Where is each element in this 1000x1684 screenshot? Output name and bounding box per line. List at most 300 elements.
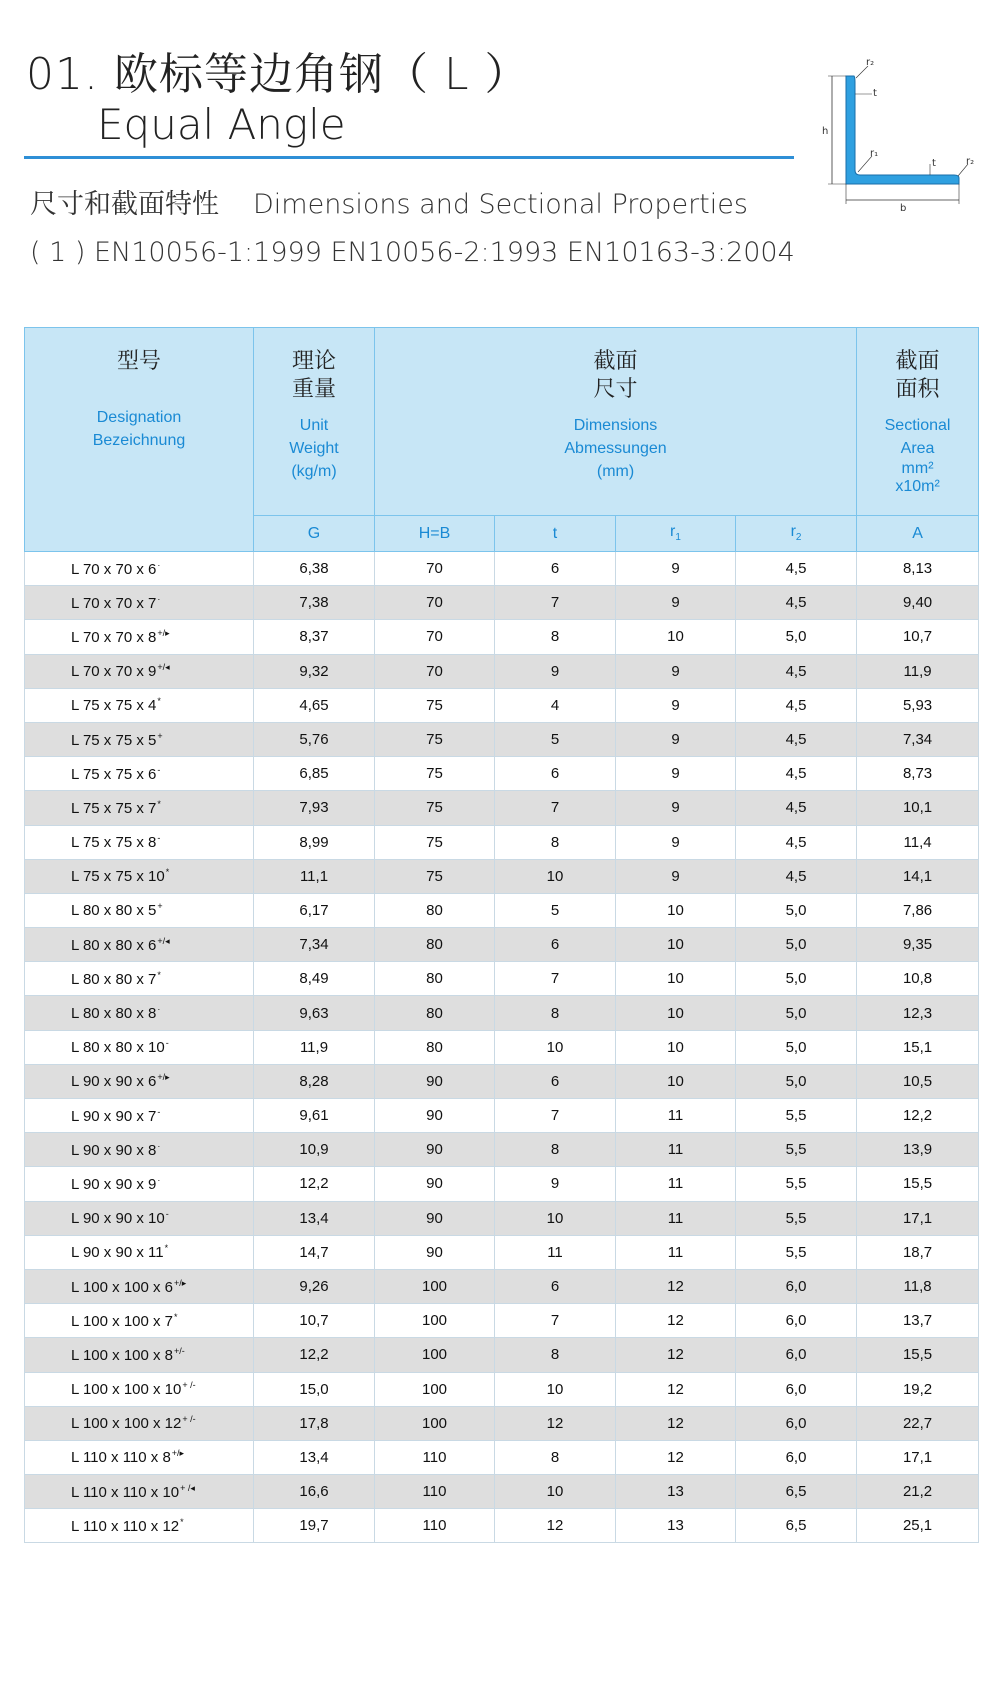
table-row [25, 962, 979, 996]
cell-weight: 13,4 [254, 1201, 375, 1235]
area-header-en4: x10m² [895, 478, 940, 495]
cell-area: 25,1 [857, 1509, 979, 1543]
cell-hb: 80 [375, 996, 495, 1030]
cell-designation [25, 1099, 254, 1133]
cell-t: 6 [495, 928, 616, 962]
designation-text: L 75 x 75 x 10 [71, 868, 165, 886]
table-row [25, 1269, 979, 1303]
cell-r2: 4,5 [736, 586, 857, 620]
cell-r2: 5,0 [736, 620, 857, 654]
area-header-en2: Area [900, 440, 935, 457]
cell-r1: 12 [616, 1440, 736, 1474]
cell-r1: 13 [616, 1475, 736, 1509]
dimensions-header-zh1: 截面 [593, 349, 638, 374]
symbol-r2-base: r [790, 523, 796, 541]
cell-t: 8 [495, 996, 616, 1030]
cell-area: 13,7 [857, 1304, 979, 1338]
weight-header-en2: Weight [289, 440, 339, 457]
cell-weight: 11,9 [254, 1030, 375, 1064]
cell-designation [25, 1509, 254, 1543]
cell-hb: 100 [375, 1304, 495, 1338]
page-title-en: Equal Angle [97, 100, 346, 149]
cell-r1: 10 [616, 928, 736, 962]
table-row [25, 825, 979, 859]
cell-hb: 75 [375, 722, 495, 756]
designation-mark: + /◂ [180, 1482, 195, 1493]
cell-area: 11,4 [857, 825, 979, 859]
cell-weight: 12,2 [254, 1167, 375, 1201]
r1-label: r₁ [870, 148, 879, 159]
cell-designation [25, 791, 254, 825]
designation-mark: * [157, 696, 161, 707]
cell-t: 10 [495, 1372, 616, 1406]
designation-mark: · [157, 559, 161, 570]
cell-designation [25, 1201, 254, 1235]
area-header [857, 328, 979, 516]
weight-header-zh1: 理论 [291, 349, 336, 374]
cell-hb: 70 [375, 552, 495, 586]
cell-area: 12,3 [857, 996, 979, 1030]
cell-hb: 100 [375, 1269, 495, 1303]
cell-designation [25, 688, 254, 722]
cell-weight: 7,34 [254, 928, 375, 962]
designation-mark: + [157, 901, 163, 912]
cell-hb: 110 [375, 1440, 495, 1474]
cell-weight: 14,7 [254, 1235, 375, 1269]
cell-r1: 11 [616, 1201, 736, 1235]
table-row [25, 928, 979, 962]
designation-mark: * [157, 969, 161, 980]
designation-mark: +/◂ [157, 662, 170, 673]
cell-r2: 6,0 [736, 1269, 857, 1303]
designation-text: L 80 x 80 x 8 [71, 1005, 157, 1023]
cell-area: 8,13 [857, 552, 979, 586]
cell-r2: 5,5 [736, 1099, 857, 1133]
cell-t: 7 [495, 1304, 616, 1338]
table-row [25, 1475, 979, 1509]
cell-r1: 12 [616, 1304, 736, 1338]
cell-designation [25, 893, 254, 927]
cell-r1: 11 [616, 1133, 736, 1167]
cell-hb: 70 [375, 620, 495, 654]
cell-r2: 6,0 [736, 1406, 857, 1440]
cell-r1: 9 [616, 757, 736, 791]
cell-r2: 5,0 [736, 928, 857, 962]
cell-area: 7,86 [857, 893, 979, 927]
cell-t: 8 [495, 825, 616, 859]
cell-designation [25, 1133, 254, 1167]
designation-text: L 90 x 90 x 9 [71, 1175, 157, 1193]
area-header-zh1: 截面 [895, 349, 940, 374]
cell-r1: 10 [616, 1064, 736, 1098]
cell-area: 7,34 [857, 722, 979, 756]
designation-mark: + /- [182, 1380, 196, 1391]
table-row [25, 996, 979, 1030]
cell-r2: 5,0 [736, 893, 857, 927]
table-row [25, 791, 979, 825]
angle-profile-diagram [820, 52, 980, 212]
area-header-zh2: 面积 [895, 377, 940, 402]
b-label: b [900, 203, 907, 212]
cell-t: 12 [495, 1509, 616, 1543]
designation-mark: + [157, 730, 163, 741]
cell-r2: 4,5 [736, 552, 857, 586]
cell-r2: 5,5 [736, 1235, 857, 1269]
properties-table [24, 327, 979, 1543]
cell-designation [25, 1372, 254, 1406]
cell-area: 21,2 [857, 1475, 979, 1509]
cell-hb: 75 [375, 825, 495, 859]
cell-r2: 5,0 [736, 962, 857, 996]
dimensions-header-en1: Dimensions [573, 417, 658, 434]
designation-mark: * [174, 1311, 178, 1322]
cell-r1: 13 [616, 1509, 736, 1543]
designation-text: L 70 x 70 x 6 [71, 560, 157, 578]
cell-r1: 9 [616, 688, 736, 722]
cell-area: 13,9 [857, 1133, 979, 1167]
designation-mark: +/◂ [157, 935, 170, 946]
table-row [25, 1235, 979, 1269]
table-row [25, 1509, 979, 1543]
designation-mark: - [165, 1038, 169, 1049]
cell-r1: 11 [616, 1167, 736, 1201]
cell-r1: 10 [616, 996, 736, 1030]
angle-profile-shape [846, 76, 959, 184]
designation-text: L 75 x 75 x 8 [71, 834, 157, 852]
designation-mark: +/▸ [157, 1072, 170, 1083]
cell-weight: 5,76 [254, 722, 375, 756]
cell-area: 8,73 [857, 757, 979, 791]
table-row [25, 1304, 979, 1338]
designation-text: L 80 x 80 x 10 [71, 1039, 165, 1057]
table-row [25, 552, 979, 586]
cell-designation [25, 1235, 254, 1269]
cell-t: 5 [495, 893, 616, 927]
cell-designation [25, 928, 254, 962]
cell-hb: 80 [375, 962, 495, 996]
cell-r1: 10 [616, 893, 736, 927]
designation-mark: * [164, 1243, 169, 1254]
cell-r1: 10 [616, 962, 736, 996]
weight-header-en3: (kg/m) [291, 463, 337, 480]
table-row [25, 1201, 979, 1235]
cell-t: 10 [495, 1201, 616, 1235]
table-row [25, 620, 979, 654]
cell-designation [25, 654, 254, 688]
cell-r1: 9 [616, 859, 736, 893]
cell-weight: 9,61 [254, 1099, 375, 1133]
cell-area: 17,1 [857, 1440, 979, 1474]
cell-r2: 5,5 [736, 1167, 857, 1201]
cell-r1: 12 [616, 1406, 736, 1440]
cell-area: 11,8 [857, 1269, 979, 1303]
cell-area: 9,40 [857, 586, 979, 620]
cell-hb: 75 [375, 688, 495, 722]
table-row [25, 1338, 979, 1372]
cell-area: 22,7 [857, 1406, 979, 1440]
designation-mark: + /- [182, 1414, 196, 1425]
cell-weight: 6,85 [254, 757, 375, 791]
title-divider [24, 156, 794, 159]
cell-t: 6 [495, 1064, 616, 1098]
table-body [25, 552, 979, 1543]
cell-weight: 10,7 [254, 1304, 375, 1338]
cell-weight: 16,6 [254, 1475, 375, 1509]
cell-r2: 4,5 [736, 859, 857, 893]
cell-r2: 4,5 [736, 722, 857, 756]
cell-r2: 6,5 [736, 1475, 857, 1509]
designation-mark: · [157, 593, 161, 604]
designation-text: L 100 x 100 x 12 [71, 1415, 182, 1433]
cell-area: 10,5 [857, 1064, 979, 1098]
cell-area: 15,5 [857, 1338, 979, 1372]
cell-r1: 10 [616, 1030, 736, 1064]
cell-area: 9,35 [857, 928, 979, 962]
table-row [25, 1406, 979, 1440]
designation-text: L 100 x 100 x 10 [71, 1381, 182, 1399]
symbol-r1 [616, 516, 736, 552]
cell-area: 14,1 [857, 859, 979, 893]
cell-designation [25, 1167, 254, 1201]
t-label-top: t [873, 88, 877, 99]
cell-t: 11 [495, 1235, 616, 1269]
cell-weight: 8,28 [254, 1064, 375, 1098]
cell-r2: 6,0 [736, 1372, 857, 1406]
cell-hb: 90 [375, 1235, 495, 1269]
cell-weight: 8,99 [254, 825, 375, 859]
cell-t: 10 [495, 1475, 616, 1509]
designation-text: L 80 x 80 x 7 [71, 970, 157, 988]
area-header-en3: mm² [901, 460, 934, 477]
cell-t: 6 [495, 1269, 616, 1303]
designation-mark: * [165, 867, 170, 878]
symbol-a: A [857, 516, 979, 552]
subtitle-en: Dimensions and Sectional Properties [253, 189, 748, 220]
table-row [25, 1099, 979, 1133]
cell-designation [25, 1440, 254, 1474]
cell-hb: 75 [375, 859, 495, 893]
cell-area: 10,8 [857, 962, 979, 996]
cell-area: 12,2 [857, 1099, 979, 1133]
page-title-zh: 01. 欧标等边角钢（ L ） [26, 49, 530, 100]
cell-hb: 100 [375, 1338, 495, 1372]
cell-t: 10 [495, 859, 616, 893]
weight-header-zh2: 重量 [291, 377, 336, 402]
designation-mark: - [157, 764, 161, 775]
designation-header-zh: 型号 [116, 349, 161, 374]
cell-designation [25, 962, 254, 996]
designation-text: L 90 x 90 x 10 [71, 1210, 165, 1228]
cell-area: 18,7 [857, 1235, 979, 1269]
designation-text: L 90 x 90 x 8 [71, 1141, 157, 1159]
cell-t: 8 [495, 1440, 616, 1474]
cell-t: 5 [495, 722, 616, 756]
cell-weight: 7,93 [254, 791, 375, 825]
designation-mark: - [165, 1209, 169, 1220]
area-header-en1: Sectional [884, 417, 951, 434]
designation-mark: * [180, 1516, 184, 1527]
designation-text: L 70 x 70 x 8 [71, 628, 157, 646]
cell-area: 11,9 [857, 654, 979, 688]
cell-weight: 10,9 [254, 1133, 375, 1167]
symbol-g: G [254, 516, 375, 552]
cell-r2: 4,5 [736, 791, 857, 825]
cell-designation [25, 757, 254, 791]
cell-r2: 5,0 [736, 1030, 857, 1064]
cell-t: 12 [495, 1406, 616, 1440]
cell-designation [25, 1269, 254, 1303]
cell-t: 4 [495, 688, 616, 722]
symbol-r1-base: r [670, 523, 676, 541]
cell-hb: 100 [375, 1406, 495, 1440]
designation-text: L 70 x 70 x 7 [71, 594, 157, 612]
table-row [25, 859, 979, 893]
cell-r1: 9 [616, 722, 736, 756]
cell-weight: 12,2 [254, 1338, 375, 1372]
cell-hb: 110 [375, 1509, 495, 1543]
cell-r1: 9 [616, 586, 736, 620]
cell-area: 15,5 [857, 1167, 979, 1201]
designation-mark: +/▸ [157, 627, 170, 638]
cell-r1: 9 [616, 791, 736, 825]
cell-area: 17,1 [857, 1201, 979, 1235]
cell-hb: 70 [375, 586, 495, 620]
cell-t: 8 [495, 1338, 616, 1372]
cell-r2: 6,0 [736, 1304, 857, 1338]
designation-mark: +/▸ [171, 1448, 185, 1459]
cell-r2: 4,5 [736, 757, 857, 791]
cell-weight: 9,63 [254, 996, 375, 1030]
cell-r1: 10 [616, 620, 736, 654]
designation-header [25, 328, 254, 552]
properties-table-wrapper [24, 327, 978, 1543]
symbol-r1-sub: 1 [675, 532, 681, 544]
subtitle [30, 182, 748, 221]
dimensions-header-en3: (mm) [596, 463, 635, 480]
cell-weight: 13,4 [254, 1440, 375, 1474]
cell-hb: 110 [375, 1475, 495, 1509]
designation-text: L 110 x 110 x 12 [71, 1517, 180, 1535]
designation-mark: - [157, 833, 161, 844]
cell-r2: 6,0 [736, 1338, 857, 1372]
cell-t: 7 [495, 1099, 616, 1133]
designation-mark: - [157, 1106, 161, 1117]
cell-hb: 75 [375, 757, 495, 791]
cell-weight: 11,1 [254, 859, 375, 893]
cell-t: 6 [495, 757, 616, 791]
designation-mark: +/- [174, 1345, 185, 1356]
cell-t: 8 [495, 620, 616, 654]
cell-weight: 8,49 [254, 962, 375, 996]
cell-r2: 4,5 [736, 654, 857, 688]
cell-t: 8 [495, 1133, 616, 1167]
cell-r1: 9 [616, 825, 736, 859]
cell-t: 6 [495, 552, 616, 586]
table-row [25, 1030, 979, 1064]
symbol-t: t [495, 516, 616, 552]
designation-text: L 80 x 80 x 5 [71, 902, 157, 920]
table-row [25, 586, 979, 620]
designation-text: L 100 x 100 x 6 [71, 1278, 174, 1296]
cell-t: 10 [495, 1030, 616, 1064]
cell-designation [25, 1406, 254, 1440]
table-row [25, 1372, 979, 1406]
table-row [25, 1133, 979, 1167]
symbol-r2 [736, 516, 857, 552]
cell-designation [25, 996, 254, 1030]
table-row [25, 722, 979, 756]
cell-t: 7 [495, 586, 616, 620]
cell-hb: 90 [375, 1133, 495, 1167]
designation-header-en2: Bezeichnung [92, 432, 186, 449]
cell-t: 7 [495, 791, 616, 825]
cell-weight: 4,65 [254, 688, 375, 722]
cell-r1: 11 [616, 1099, 736, 1133]
symbol-r2-sub: 2 [795, 532, 802, 544]
cell-r1: 12 [616, 1269, 736, 1303]
cell-area: 19,2 [857, 1372, 979, 1406]
cell-weight: 7,38 [254, 586, 375, 620]
cell-hb: 80 [375, 893, 495, 927]
cell-r2: 5,5 [736, 1201, 857, 1235]
cell-weight: 9,26 [254, 1269, 375, 1303]
designation-mark: · [157, 1174, 161, 1185]
table-row [25, 893, 979, 927]
cell-hb: 90 [375, 1099, 495, 1133]
designation-text: L 75 x 75 x 6 [71, 765, 157, 783]
cell-designation [25, 1475, 254, 1509]
cell-area: 15,1 [857, 1030, 979, 1064]
designation-text: L 80 x 80 x 6 [71, 936, 157, 954]
cell-hb: 90 [375, 1167, 495, 1201]
designation-text: L 70 x 70 x 9 [71, 663, 157, 681]
cell-hb: 100 [375, 1372, 495, 1406]
designation-text: L 75 x 75 x 4 [71, 697, 157, 715]
cell-hb: 80 [375, 1030, 495, 1064]
standards-line: ( 1 ) EN10056-1:1999 EN10056-2:1993 EN10163-3:2004 [30, 237, 795, 268]
dimensions-header-en2: Abmessungen [564, 440, 667, 457]
designation-text: L 75 x 75 x 5 [71, 731, 157, 749]
designation-text: L 90 x 90 x 7 [71, 1107, 157, 1125]
designation-text: L 110 x 110 x 10 [71, 1483, 180, 1501]
cell-r2: 6,5 [736, 1509, 857, 1543]
cell-designation [25, 620, 254, 654]
table-row [25, 688, 979, 722]
cell-weight: 8,37 [254, 620, 375, 654]
cell-r2: 5,5 [736, 1133, 857, 1167]
dimensions-header-zh2: 尺寸 [593, 377, 638, 402]
cell-weight: 9,32 [254, 654, 375, 688]
weight-header-en1: Unit [299, 417, 329, 434]
cell-r2: 6,0 [736, 1440, 857, 1474]
table-row [25, 757, 979, 791]
designation-text: L 90 x 90 x 6 [71, 1073, 157, 1091]
cell-area: 10,7 [857, 620, 979, 654]
cell-r1: 9 [616, 552, 736, 586]
cell-designation [25, 1030, 254, 1064]
cell-area: 10,1 [857, 791, 979, 825]
designation-text: L 75 x 75 x 7 [71, 799, 157, 817]
cell-designation [25, 1304, 254, 1338]
cell-r1: 12 [616, 1338, 736, 1372]
cell-designation [25, 722, 254, 756]
cell-hb: 90 [375, 1064, 495, 1098]
cell-weight: 19,7 [254, 1509, 375, 1543]
cell-weight: 17,8 [254, 1406, 375, 1440]
r2-right-label: r₂ [966, 156, 975, 167]
designation-header-en1: Designation [96, 409, 182, 426]
cell-designation [25, 552, 254, 586]
